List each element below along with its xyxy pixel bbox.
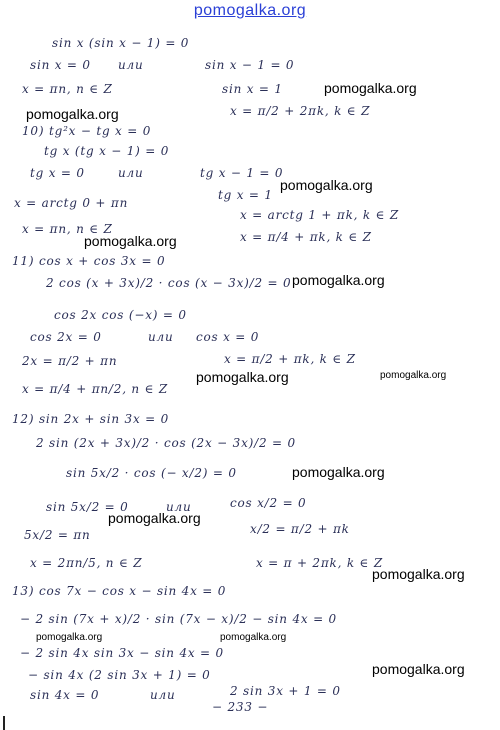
line: sin 5x/2 = 0 — [46, 500, 129, 514]
line: x = π/2 + 2πk, k ∈ Z — [230, 104, 371, 118]
line: 2 cos (x + 3x)/2 · cos (x − 3x)/2 = 0 — [46, 276, 292, 290]
line: x = πn, n ∈ Z — [22, 222, 113, 236]
line: x = π/4 + πn/2, n ∈ Z — [22, 382, 168, 396]
line: − 2 sin 4x sin 3x − sin 4x = 0 — [20, 646, 224, 660]
line: − sin 4x (2 sin 3x + 1) = 0 — [28, 668, 211, 682]
line: x = 2πn/5, n ∈ Z — [30, 556, 143, 570]
line: или — [118, 58, 144, 72]
line: sin x = 1 — [222, 82, 283, 96]
watermark: pomogalka.org — [36, 632, 103, 643]
line: 13) cos 7x − cos x − sin 4x = 0 — [12, 584, 227, 598]
watermark: pomogalka.org — [324, 80, 417, 96]
line: или — [166, 500, 192, 514]
page-number: − 233 − — [212, 700, 269, 714]
line: x = π/4 + πk, k ∈ Z — [240, 230, 372, 244]
line: 11) cos x + cos 3x = 0 — [12, 254, 166, 268]
line: cos x = 0 — [196, 330, 260, 344]
scan-edge-mark — [3, 716, 5, 730]
line: 2 sin 3x + 1 = 0 — [230, 684, 341, 698]
line: 12) sin 2x + sin 3x = 0 — [12, 412, 170, 426]
line: sin x (sin x − 1) = 0 — [52, 36, 190, 50]
line: sin 4x = 0 — [30, 688, 100, 702]
line: x = π + 2πk, k ∈ Z — [256, 556, 383, 570]
line: или — [118, 166, 144, 180]
line: tg x − 1 = 0 — [200, 166, 284, 180]
line: tg x = 0 — [30, 166, 85, 180]
line: cos 2x cos (−x) = 0 — [54, 308, 187, 322]
watermark: pomogalka.org — [380, 370, 447, 381]
line: x = arctg 0 + πn — [14, 196, 129, 210]
line: sin x = 0 — [30, 58, 91, 72]
line: x = arctg 1 + πk, k ∈ Z — [240, 208, 400, 222]
watermark: pomogalka.org — [372, 566, 465, 582]
line: sin 5x/2 · cos (− x/2) = 0 — [66, 466, 237, 480]
line: cos 2x = 0 — [30, 330, 102, 344]
watermark: pomogalka.org — [292, 464, 385, 480]
line: 10) tg²x − tg x = 0 — [22, 124, 152, 138]
line: tg x = 1 — [218, 188, 273, 202]
line: − 2 sin (7x + x)/2 · sin (7x − x)/2 − sin 4x = 0 — [20, 612, 337, 626]
watermark: pomogalka.org — [220, 632, 287, 643]
site-header-link[interactable]: pomogalka.org — [193, 2, 307, 19]
watermark: pomogalka.org — [196, 369, 289, 385]
watermark: pomogalka.org — [84, 233, 177, 249]
watermark: pomogalka.org — [280, 177, 373, 193]
line: tg x (tg x − 1) = 0 — [44, 144, 170, 158]
line: cos x/2 = 0 — [230, 496, 307, 510]
line: или — [150, 688, 176, 702]
line: 2 sin (2x + 3x)/2 · cos (2x − 3x)/2 = 0 — [36, 436, 296, 450]
watermark: pomogalka.org — [292, 272, 385, 288]
line: 2x = π/2 + πn — [22, 354, 118, 368]
line: 5x/2 = πn — [24, 528, 91, 542]
line: x/2 = π/2 + πk — [250, 522, 350, 536]
line: x = π/2 + πk, k ∈ Z — [224, 352, 356, 366]
watermark: pomogalka.org — [26, 106, 119, 122]
line: или — [148, 330, 174, 344]
line: sin x − 1 = 0 — [205, 58, 295, 72]
watermark: pomogalka.org — [372, 661, 465, 677]
watermark: pomogalka.org — [108, 510, 201, 526]
line: x = πn, n ∈ Z — [22, 82, 113, 96]
